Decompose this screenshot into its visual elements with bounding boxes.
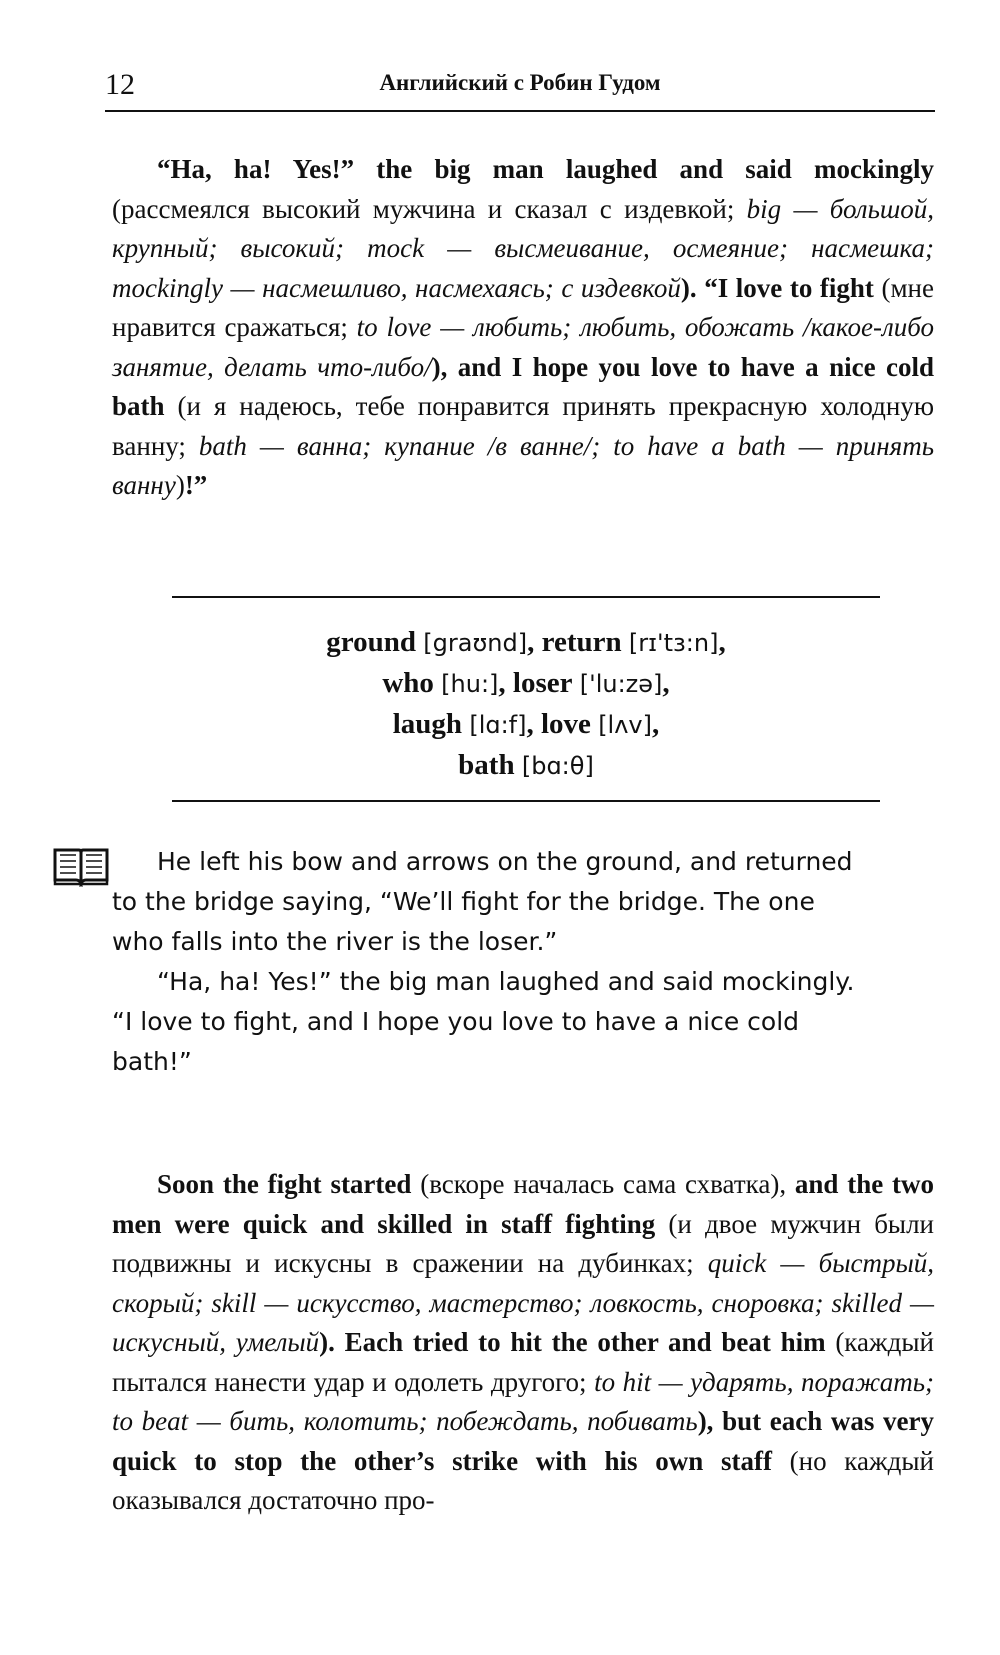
text-gloss: (вскоре началась сама схватка),	[411, 1169, 795, 1199]
text-punct: ).	[319, 1327, 345, 1357]
reading-line: to the bridge saying, “We’ll fight for the bridge. The one	[112, 887, 815, 916]
vocab-line	[172, 704, 880, 745]
text-bold: Soon the fight started	[157, 1169, 412, 1199]
text-bold: “I love to fight	[704, 272, 874, 303]
reading-line: He left his bow and arrows on the ground, and returned	[157, 847, 853, 876]
text-italic: quick — быстрый, скорый; skill — искусство, мастерство; ловкость, сноровка; skilled — искусный, умелый	[112, 1248, 934, 1357]
vocab-word: who	[382, 667, 434, 699]
text-gloss: (каждый пытался нанести удар и одолеть другого;	[112, 1327, 934, 1397]
text-italic: big — большой, крупный; высокий; mock — высмеивание, осмеяние; насмешка; mockingly — насмешливо, насмехаясь; с издевкой	[112, 193, 934, 303]
vocab-transcription: ['lu:zə]	[579, 670, 663, 698]
vocab-transcription: [rɪ'tɜ:n]	[628, 629, 719, 657]
text-bold: !”	[184, 470, 208, 500]
text-punct: ).	[680, 272, 705, 303]
vocab-separator: ,	[526, 708, 541, 740]
vocab-transcription: [graʊnd]	[423, 629, 528, 657]
vocab-line	[172, 622, 880, 663]
reading-line: bath!”	[112, 1047, 192, 1076]
divider-bottom	[172, 800, 880, 802]
text-gloss: (и двое мужчин были подвижны и искусны в сражении на дубинках;	[112, 1208, 934, 1278]
reading-line: who falls into the river is the loser.”	[112, 927, 558, 956]
vocab-separator: ,	[527, 626, 542, 658]
vocab-line	[172, 745, 880, 786]
vocab-separator: ,	[652, 708, 660, 740]
text-gloss: (рассмеялся высокий мужчина и сказал с издевкой;	[112, 193, 747, 224]
paragraph-annotated-1	[112, 150, 934, 506]
vocab-word: love	[541, 708, 591, 740]
text-punct: ),	[431, 351, 458, 382]
vocabulary-box	[172, 622, 880, 786]
open-book-icon	[52, 845, 110, 887]
vocab-transcription: [bɑ:θ]	[521, 752, 594, 780]
vocab-word: bath	[458, 749, 515, 781]
text-punct: ),	[697, 1406, 723, 1436]
text-gloss: (и я надеюсь, тебе понравится принять прекрасную холодную ванну;	[112, 391, 934, 461]
reading-line: “Ha, ha! Yes!” the big man laughed and said mockingly.	[157, 967, 855, 996]
vocab-transcription: [lʌv]	[598, 711, 652, 739]
page-number: 12	[105, 68, 135, 101]
vocab-word: laugh	[392, 708, 463, 740]
reading-line: “I love to fight, and I hope you love to have a nice cold	[112, 1007, 800, 1036]
text-gloss: (но каждый оказывался достаточно про-	[112, 1445, 934, 1515]
text-bold: Each tried to hit the other and beat him	[344, 1327, 826, 1357]
text-italic: bath — ванна; купание /в ванне/; to have a bath — принять ванну	[112, 430, 934, 500]
text-bold: but each was very quick to stop the other’s strike with his own staff	[112, 1406, 934, 1476]
running-title: Английский с Робин Гудом	[379, 70, 661, 95]
paragraph-annotated-2	[112, 1165, 934, 1521]
vocab-line	[172, 663, 880, 704]
text-italic: to love — любить; любить, обожать /какое-либо занятие, делать что-либо/	[112, 312, 934, 382]
vocab-word: loser	[512, 667, 573, 699]
text-punct: )	[175, 470, 185, 500]
text-italic: to hit — ударять, поражать; to beat — бить, колотить; побеждать, побивать	[112, 1366, 934, 1436]
text-bold: and I hope you love to have a nice cold bath	[112, 351, 934, 421]
page-header	[105, 62, 935, 112]
divider-top	[172, 596, 880, 598]
text-bold: “Ha, ha! Yes!” the big man laughed and said mockingly	[157, 154, 934, 184]
vocab-word: return	[541, 626, 622, 658]
vocab-separator: ,	[498, 667, 513, 699]
reading-passage	[112, 842, 934, 1082]
vocab-transcription: [hu:]	[441, 670, 499, 698]
text-gloss: (мне нравится сражаться;	[112, 272, 934, 342]
vocab-transcription: [lɑ:f]	[469, 711, 527, 739]
vocab-word: ground	[326, 626, 417, 658]
vocab-separator: ,	[662, 667, 670, 699]
text-bold: and the two men were quick and skilled in staff fighting	[112, 1169, 934, 1239]
vocab-separator: ,	[718, 626, 726, 658]
